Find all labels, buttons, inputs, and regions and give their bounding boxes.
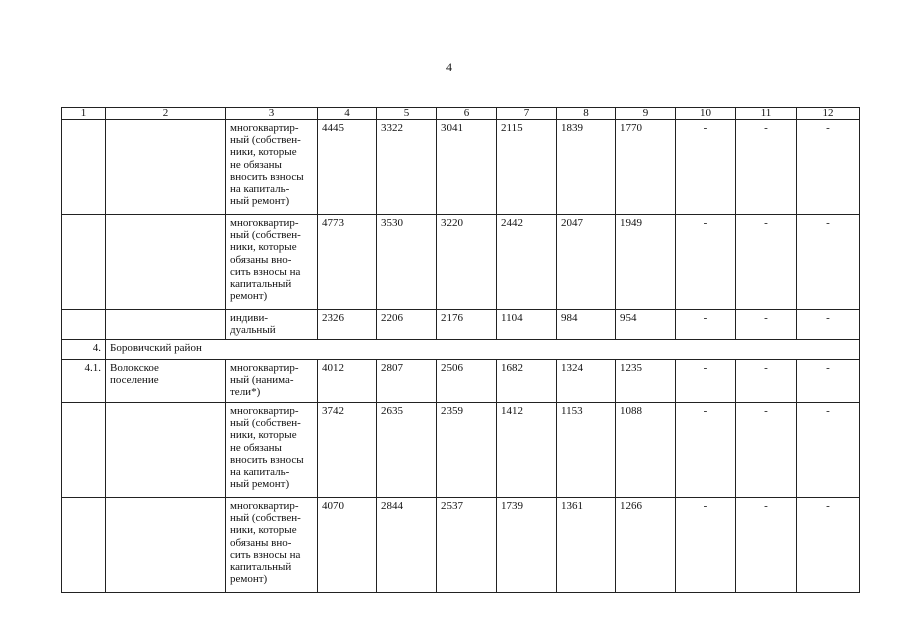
housing-type: многоквартир- ный (собствен- ники, которые не обязаны вносить взносы на капиталь- ный ремонт) <box>226 120 318 215</box>
empty-value-cell: - <box>676 360 736 403</box>
empty-value-cell: - <box>797 215 860 310</box>
data-table <box>61 107 860 593</box>
row-number: 4. <box>62 340 106 360</box>
value-cell: 3530 <box>377 215 437 310</box>
value-cell: 2206 <box>377 310 437 340</box>
row-number <box>62 215 106 310</box>
value-cell: 2047 <box>557 215 616 310</box>
column-header: 12 <box>797 108 860 120</box>
value-cell: 2537 <box>437 498 497 593</box>
district-name: Боровичский район <box>106 340 860 360</box>
settlement-name <box>106 215 226 310</box>
value-cell: 4773 <box>318 215 377 310</box>
value-cell: 1412 <box>497 403 557 498</box>
empty-value-cell: - <box>676 215 736 310</box>
value-cell: 3041 <box>437 120 497 215</box>
value-cell: 984 <box>557 310 616 340</box>
column-header: 4 <box>318 108 377 120</box>
housing-type: многоквартир- ный (нанима- тели*) <box>226 360 318 403</box>
value-cell: 4070 <box>318 498 377 593</box>
value-cell: 1739 <box>497 498 557 593</box>
value-cell: 2359 <box>437 403 497 498</box>
empty-value-cell: - <box>736 360 797 403</box>
value-cell: 1235 <box>616 360 676 403</box>
empty-value-cell: - <box>797 403 860 498</box>
table-row <box>62 310 860 340</box>
column-header: 2 <box>106 108 226 120</box>
settlement-name <box>106 403 226 498</box>
settlement-name <box>106 120 226 215</box>
empty-value-cell: - <box>676 403 736 498</box>
table-row <box>62 403 860 498</box>
empty-value-cell: - <box>676 120 736 215</box>
value-cell: 2807 <box>377 360 437 403</box>
value-cell: 3322 <box>377 120 437 215</box>
empty-value-cell: - <box>736 215 797 310</box>
value-cell: 1839 <box>557 120 616 215</box>
housing-type: индиви- дуальный <box>226 310 318 340</box>
value-cell: 1324 <box>557 360 616 403</box>
column-header: 8 <box>557 108 616 120</box>
column-header: 3 <box>226 108 318 120</box>
settlement-name <box>106 310 226 340</box>
value-cell: 2635 <box>377 403 437 498</box>
table-body <box>62 108 860 593</box>
value-cell: 2115 <box>497 120 557 215</box>
row-number <box>62 120 106 215</box>
section-row <box>62 340 860 360</box>
settlement-name <box>106 498 226 593</box>
value-cell: 1682 <box>497 360 557 403</box>
empty-value-cell: - <box>797 120 860 215</box>
empty-value-cell: - <box>797 310 860 340</box>
row-number <box>62 498 106 593</box>
value-cell: 1266 <box>616 498 676 593</box>
table-row <box>62 215 860 310</box>
value-cell: 2844 <box>377 498 437 593</box>
value-cell: 4012 <box>318 360 377 403</box>
value-cell: 1153 <box>557 403 616 498</box>
housing-type: многоквартир- ный (собствен- ники, которые не обязаны вносить взносы на капиталь- ный ремонт) <box>226 403 318 498</box>
value-cell: 4445 <box>318 120 377 215</box>
value-cell: 2506 <box>437 360 497 403</box>
empty-value-cell: - <box>736 310 797 340</box>
column-header: 7 <box>497 108 557 120</box>
header-row <box>62 108 860 120</box>
housing-type: многоквартир- ный (собствен- ники, которые обязаны вно- сить взносы на капитальный ремонт) <box>226 215 318 310</box>
table-row <box>62 360 860 403</box>
value-cell: 1361 <box>557 498 616 593</box>
empty-value-cell: - <box>736 498 797 593</box>
value-cell: 3742 <box>318 403 377 498</box>
column-header: 5 <box>377 108 437 120</box>
empty-value-cell: - <box>736 120 797 215</box>
table-row <box>62 498 860 593</box>
table-row <box>62 120 860 215</box>
settlement-name: Волокское поселение <box>106 360 226 403</box>
column-header: 6 <box>437 108 497 120</box>
empty-value-cell: - <box>676 310 736 340</box>
column-header: 1 <box>62 108 106 120</box>
empty-value-cell: - <box>797 498 860 593</box>
row-number: 4.1. <box>62 360 106 403</box>
column-header: 9 <box>616 108 676 120</box>
value-cell: 1949 <box>616 215 676 310</box>
page-number: 4 <box>446 60 452 74</box>
empty-value-cell: - <box>736 403 797 498</box>
column-header: 10 <box>676 108 736 120</box>
value-cell: 2176 <box>437 310 497 340</box>
value-cell: 3220 <box>437 215 497 310</box>
value-cell: 1104 <box>497 310 557 340</box>
value-cell: 954 <box>616 310 676 340</box>
value-cell: 2326 <box>318 310 377 340</box>
value-cell: 1088 <box>616 403 676 498</box>
value-cell: 2442 <box>497 215 557 310</box>
value-cell: 1770 <box>616 120 676 215</box>
empty-value-cell: - <box>797 360 860 403</box>
column-header: 11 <box>736 108 797 120</box>
row-number <box>62 403 106 498</box>
housing-type: многоквартир- ный (собствен- ники, которые обязаны вно- сить взносы на капитальный ремонт) <box>226 498 318 593</box>
empty-value-cell: - <box>676 498 736 593</box>
row-number <box>62 310 106 340</box>
